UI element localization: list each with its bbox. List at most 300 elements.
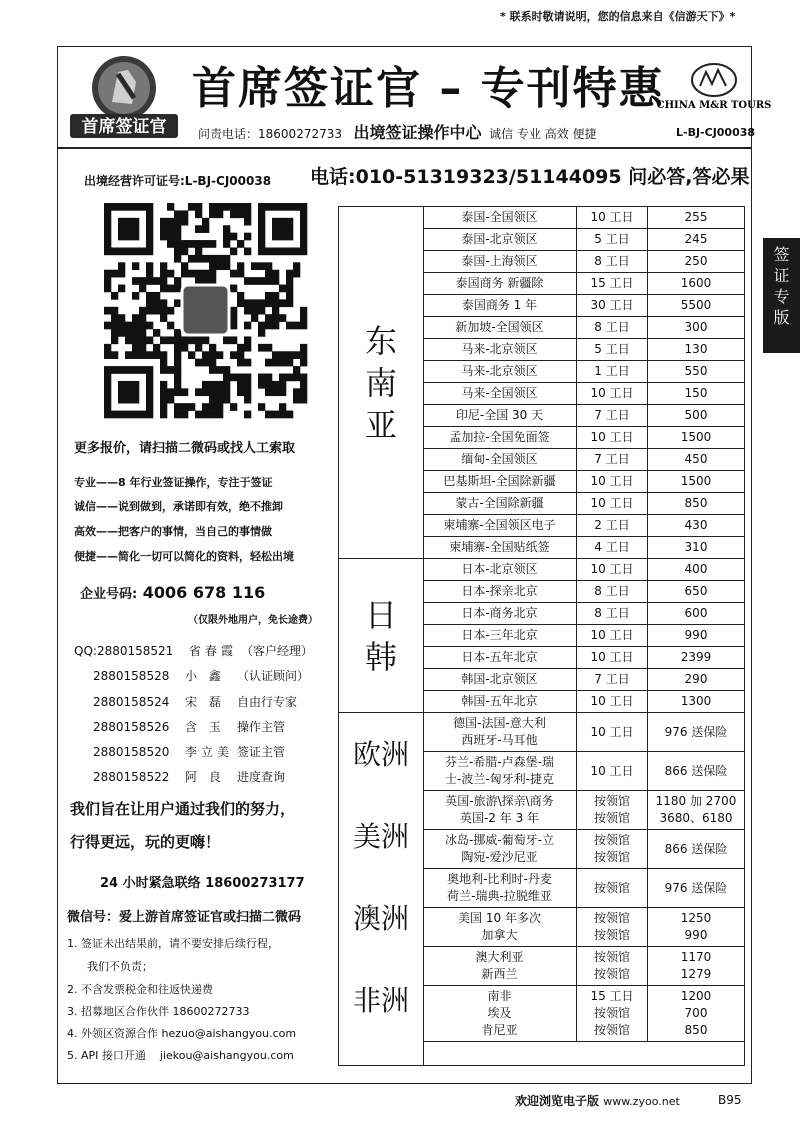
processing-time-cell-line: 按领馆 (593, 967, 630, 981)
price-cell-line: 1600 (680, 276, 712, 290)
processing-time-cell-line: 1 工日 (594, 364, 630, 378)
price-cell-line: 5500 (680, 298, 712, 312)
destination-cell-line: 柬埔寨-全国领区电子 (443, 518, 556, 532)
corp-number (80, 583, 265, 602)
price-cell (648, 691, 744, 712)
qr-center-logo (182, 285, 229, 335)
processing-time-cell (577, 515, 648, 536)
corp-note: （仅限外地用户，免长途费） (188, 615, 318, 626)
price-cell (648, 752, 744, 790)
processing-time-cell-line: 按领馆 (593, 811, 630, 825)
slogan: 便捷——简化一切可以简化的资料，轻松出境 (74, 550, 294, 563)
price-row (423, 427, 744, 449)
region-label-text: 东 (364, 321, 397, 360)
processing-time-cell (577, 427, 648, 448)
qq-role: 进度查询 (237, 770, 286, 784)
processing-time-cell (577, 207, 648, 228)
qq-name: 小 鑫 (185, 669, 225, 683)
price-table (338, 206, 745, 1066)
processing-time-cell-line: 5 工日 (594, 232, 630, 246)
region-label-text: 美洲 (352, 819, 409, 853)
processing-time-cell-line: 10 工日 (590, 386, 634, 400)
region-label (339, 713, 423, 1042)
processing-time-cell-line: 按领馆 (593, 928, 630, 942)
destination-cell (423, 339, 577, 360)
price-cell (648, 339, 744, 360)
destination-cell-line: 蒙古-全国除新疆 (455, 496, 544, 510)
processing-time-cell-line: 按领馆 (593, 833, 630, 847)
destination-cell (423, 625, 577, 646)
price-cell-line: 1170 (680, 950, 712, 964)
processing-time-cell (577, 449, 648, 470)
processing-time-cell (577, 986, 648, 1041)
price-cell (648, 603, 744, 624)
price-cell (648, 471, 744, 492)
destination-cell (423, 537, 577, 558)
price-cell (648, 361, 744, 382)
processing-time-cell-line: 按领馆 (593, 850, 630, 864)
processing-time-cell (577, 908, 648, 946)
qq-contact (93, 768, 285, 785)
destination-cell (423, 986, 577, 1041)
price-cell (648, 713, 744, 751)
mission-line: 行得更远，玩的更嗨！ (70, 833, 221, 851)
price-row (423, 537, 744, 559)
destination-cell (423, 383, 577, 404)
price-cell (648, 229, 744, 250)
region-label-text: 日 (364, 595, 397, 634)
contact-label: 问责电话： (198, 127, 259, 141)
partner-logo (656, 58, 772, 122)
price-cell-line: 1300 (680, 694, 712, 708)
source-note: * 联系时敬请说明，您的信息来自《信游天下》* (500, 10, 736, 23)
destination-cell-line: 英国-2 年 3 年 (459, 811, 540, 825)
price-row (423, 869, 744, 908)
destination-cell-line: 士-波兰-匈牙利-捷克 (445, 772, 554, 786)
price-cell-line: 450 (684, 452, 708, 466)
note-item: 2. 不含发票税金和往返快递费 (67, 983, 213, 996)
destination-cell (423, 493, 577, 514)
processing-time-cell (577, 559, 648, 580)
price-row (423, 493, 744, 515)
processing-time-cell-line: 按领馆 (593, 1023, 630, 1037)
region-label-text: 非洲 (352, 983, 409, 1017)
destination-cell (423, 713, 577, 751)
footer-url[interactable]: www.zyoo.net (603, 1095, 680, 1108)
region-label-text: 亚 (364, 405, 397, 444)
processing-time-cell-line: 8 工日 (594, 584, 630, 598)
price-cell-line: 2399 (680, 650, 712, 664)
destination-cell (423, 471, 577, 492)
destination-cell-line: 泰国商务 新疆除 (455, 276, 544, 290)
processing-time-cell-line: 5 工日 (594, 342, 630, 356)
price-cell-line: 130 (684, 342, 708, 356)
destination-cell-line: 日本-商务北京 (461, 606, 538, 620)
corp-number-value: 4006 678 116 (142, 583, 266, 602)
logo-text: 首席签证官 (81, 117, 167, 137)
price-row (423, 383, 744, 405)
price-cell (648, 383, 744, 404)
processing-time-cell (577, 603, 648, 624)
qq-contact (93, 667, 309, 684)
price-cell (648, 669, 744, 690)
processing-time-cell-line: 15 工日 (590, 989, 634, 1003)
price-row (423, 647, 744, 669)
note-item: 4. 外领区资源合作 hezuo@aishangyou.com (67, 1027, 297, 1040)
qq-name: 阿 良 (185, 770, 225, 784)
price-cell (648, 559, 744, 580)
price-cell-line: 250 (684, 254, 708, 268)
destination-cell-line: 荷兰-瑞典-拉脱维亚 (447, 889, 552, 903)
processing-time-cell (577, 947, 648, 985)
destination-cell-line: 埃及 (487, 1006, 512, 1020)
side-tab-char: 版 (773, 308, 790, 327)
price-cell-line: 1250 (680, 911, 712, 925)
price-cell-line: 430 (684, 518, 708, 532)
destination-cell-line: 日本-三年北京 (461, 628, 538, 642)
price-cell (648, 427, 744, 448)
side-tab-char: 证 (773, 266, 790, 285)
destination-cell (423, 869, 577, 907)
qq-prefix: QQ: (74, 644, 97, 658)
price-cell (648, 449, 744, 470)
destination-cell-line: 巴基斯坦-全国除新疆 (443, 474, 556, 488)
destination-cell (423, 947, 577, 985)
price-row (423, 625, 744, 647)
table-divider (423, 207, 424, 1065)
processing-time-cell-line: 10 工日 (590, 430, 634, 444)
wechat-id: 微信号：爱上游首席签证官或扫描二微码 (67, 910, 302, 925)
processing-time-cell (577, 669, 648, 690)
region-label (339, 559, 423, 713)
destination-cell (423, 559, 577, 580)
price-cell (648, 625, 744, 646)
price-cell-line: 1500 (680, 430, 712, 444)
processing-time-cell-line: 10 工日 (590, 694, 634, 708)
processing-time-cell-line: 30 工日 (590, 298, 634, 312)
price-cell (648, 869, 744, 907)
qq-contact (93, 743, 285, 760)
price-cell (648, 830, 744, 868)
destination-cell (423, 515, 577, 536)
processing-time-cell (577, 229, 648, 250)
page-number: B95 (718, 1093, 742, 1107)
processing-time-cell-line: 8 工日 (594, 320, 630, 334)
processing-time-cell (577, 581, 648, 602)
price-cell (648, 581, 744, 602)
destination-cell-line: 西班牙-马耳他 (461, 733, 538, 747)
processing-time-cell (577, 830, 648, 868)
processing-time-cell (577, 405, 648, 426)
price-cell (648, 207, 744, 228)
processing-time-cell-line: 10 工日 (590, 496, 634, 510)
qq-name: 宋 磊 (185, 695, 225, 709)
destination-cell (423, 427, 577, 448)
destination-cell-line: 陶宛-爱沙尼亚 (461, 850, 538, 864)
price-row (423, 229, 744, 251)
destination-cell-line: 泰国-北京领区 (461, 232, 538, 246)
price-row (423, 339, 744, 361)
price-cell-line: 400 (684, 562, 708, 576)
destination-cell-line: 孟加拉-全国免面签 (449, 430, 550, 444)
qq-name: 省春霞 (188, 644, 237, 658)
destination-cell (423, 669, 577, 690)
destination-cell (423, 908, 577, 946)
processing-time-cell-line: 15 工日 (590, 276, 634, 290)
price-cell-line: 255 (684, 210, 708, 224)
qq-number: 2880158520 (93, 745, 170, 759)
processing-time-cell-line: 10 工日 (590, 763, 634, 778)
destination-cell-line: 印尼-全国 30 天 (455, 408, 544, 422)
processing-time-cell (577, 383, 648, 404)
price-row (423, 273, 744, 295)
processing-time-cell-line: 10 工日 (590, 474, 634, 488)
qq-name: 含 玉 (185, 720, 225, 734)
destination-cell (423, 405, 577, 426)
qq-number: 2880158528 (93, 669, 170, 683)
price-cell-line: 990 (684, 928, 708, 942)
brand-logo (68, 52, 180, 142)
price-cell (648, 515, 744, 536)
price-row (423, 515, 744, 537)
price-cell-line: 866 送保险 (664, 841, 728, 856)
footer-text (515, 1092, 680, 1109)
processing-time-cell (577, 752, 648, 790)
destination-cell-line: 泰国-全国领区 (461, 210, 538, 224)
price-cell-line: 850 (684, 496, 708, 510)
license-code: L-BJ-CJ00038 (676, 126, 756, 139)
processing-time-cell-line: 8 工日 (594, 606, 630, 620)
price-cell-line: 150 (684, 386, 708, 400)
note-item: 1. 签证未出结果前，请不要安排后续行程， (67, 937, 279, 950)
side-tab-char: 专 (773, 287, 790, 306)
destination-cell-line: 芬兰-希腊-卢森堡-瑞 (445, 755, 554, 769)
qq-contact (74, 642, 313, 659)
qq-number: 2880158521 (96, 644, 174, 658)
destination-cell (423, 449, 577, 470)
price-cell-line: 1200 (680, 989, 712, 1003)
region-label-text: 欧洲 (352, 737, 409, 771)
phone-line: 电话:010-51319323/51144095 问必答,答必果 (310, 166, 750, 188)
destination-cell (423, 295, 577, 316)
qq-number: 2880158526 (93, 720, 170, 734)
price-cell-line: 850 (684, 1023, 708, 1037)
price-row (423, 317, 744, 339)
processing-time-cell-line: 10 工日 (590, 562, 634, 576)
processing-time-cell (577, 339, 648, 360)
price-cell-line: 550 (684, 364, 708, 378)
destination-cell-line: 柬埔寨-全国贴纸签 (449, 540, 550, 554)
price-cell (648, 251, 744, 272)
processing-time-cell (577, 625, 648, 646)
destination-cell-line: 马来-全国领区 (461, 386, 538, 400)
destination-cell (423, 273, 577, 294)
processing-time-cell-line: 按领馆 (593, 880, 630, 895)
price-cell (648, 537, 744, 558)
qq-contact (93, 718, 285, 735)
processing-time-cell-line: 7 工日 (594, 672, 630, 686)
destination-cell-line: 日本-北京领区 (461, 562, 538, 576)
price-row (423, 691, 744, 713)
price-row (423, 669, 744, 691)
price-row (423, 791, 744, 830)
price-row (423, 986, 744, 1042)
destination-cell (423, 691, 577, 712)
destination-cell (423, 752, 577, 790)
processing-time-cell-line: 按领馆 (593, 950, 630, 964)
qq-role: （客户经理） (240, 644, 313, 658)
qr-code[interactable] (104, 203, 307, 418)
destination-cell-line: 澳大利亚 (475, 950, 524, 964)
center-name: 出境签证操作中心 (353, 123, 482, 142)
page-title: 首席签证官 – 专刊特惠 (192, 63, 665, 114)
qq-contact (93, 693, 297, 710)
contact-phone: 18600272733 (258, 127, 342, 141)
price-cell (648, 647, 744, 668)
destination-cell-line: 日本-探亲北京 (461, 584, 538, 598)
price-cell (648, 986, 744, 1041)
qq-name: 李立美 (185, 745, 234, 759)
price-cell-line: 600 (684, 606, 708, 620)
price-cell-line: 310 (684, 540, 708, 554)
qq-number: 2880158522 (93, 770, 170, 784)
header-divider (57, 147, 752, 149)
processing-time-cell-line: 按领馆 (593, 911, 630, 925)
price-row (423, 559, 744, 581)
price-row (423, 207, 744, 229)
price-cell-line: 650 (684, 584, 708, 598)
contact-line (198, 120, 597, 143)
price-cell (648, 791, 744, 829)
destination-cell-line: 南非 (487, 989, 512, 1003)
processing-time-cell-line: 8 工日 (594, 254, 630, 268)
price-row (423, 295, 744, 317)
processing-time-cell-line: 7 工日 (594, 408, 630, 422)
price-row (423, 361, 744, 383)
price-cell (648, 295, 744, 316)
destination-cell-line: 韩国-五年北京 (461, 694, 538, 708)
processing-time-cell (577, 251, 648, 272)
destination-cell-line: 新加坡-全国领区 (455, 320, 544, 334)
region-label-text: 南 (364, 363, 397, 402)
destination-cell (423, 581, 577, 602)
qq-number: 2880158524 (93, 695, 170, 709)
destination-cell-line: 韩国-北京领区 (461, 672, 538, 686)
price-cell-line: 976 送保险 (664, 880, 728, 895)
processing-time-cell (577, 273, 648, 294)
slogan: 高效——把客户的事情，当自己的事情做 (74, 525, 272, 538)
price-row (423, 713, 744, 752)
side-tab (763, 238, 800, 353)
corp-label: 企业号码: (80, 587, 138, 602)
destination-cell-line: 英国-旅游\探亲\商务 (445, 794, 554, 808)
processing-time-cell (577, 295, 648, 316)
destination-cell (423, 647, 577, 668)
price-row (423, 603, 744, 625)
destination-cell (423, 251, 577, 272)
price-cell (648, 405, 744, 426)
more-prices-text: 更多报价，请扫描二微码或找人工索取 (74, 441, 296, 456)
price-cell-line: 300 (684, 320, 708, 334)
price-row (423, 471, 744, 493)
qq-role: 操作主管 (237, 720, 286, 734)
destination-cell-line: 奥地利-比利时-丹麦 (447, 872, 552, 886)
destination-cell (423, 361, 577, 382)
region-label-text: 澳洲 (352, 901, 409, 935)
license-number: 出境经营许可证号:L-BJ-CJ00038 (84, 174, 272, 188)
price-cell-line: 976 送保险 (664, 724, 728, 739)
price-cell-line: 1500 (680, 474, 712, 488)
price-cell-line: 700 (684, 1006, 708, 1020)
price-row (423, 908, 744, 947)
destination-cell (423, 317, 577, 338)
destination-cell-line: 泰国-上海领区 (461, 254, 538, 268)
destination-cell-line: 冰岛-挪威-葡萄牙-立 (445, 833, 554, 847)
price-cell (648, 317, 744, 338)
price-row (423, 581, 744, 603)
price-cell-line: 866 送保险 (664, 763, 728, 778)
destination-cell-line: 马来-北京领区 (461, 364, 538, 378)
price-row (423, 752, 744, 791)
processing-time-cell-line: 7 工日 (594, 452, 630, 466)
processing-time-cell (577, 791, 648, 829)
processing-time-cell (577, 691, 648, 712)
price-cell (648, 908, 744, 946)
processing-time-cell-line: 10 工日 (590, 650, 634, 664)
price-row (423, 405, 744, 427)
processing-time-cell (577, 471, 648, 492)
price-cell-line: 3680、6180 (659, 811, 733, 825)
destination-cell-line: 新西兰 (481, 967, 518, 981)
destination-cell-line: 肯尼亚 (481, 1023, 518, 1037)
qq-role: 自由行专家 (237, 695, 298, 709)
destination-cell (423, 830, 577, 868)
price-cell-line: 990 (684, 628, 708, 642)
price-cell-line: 1180 加 2700 (655, 794, 737, 808)
processing-time-cell-line: 10 工日 (590, 210, 634, 224)
region-label-text: 韩 (364, 637, 397, 676)
destination-cell (423, 603, 577, 624)
brand-values: 诚信 专业 高效 便捷 (489, 127, 597, 141)
destination-cell (423, 791, 577, 829)
region-label (339, 207, 423, 559)
processing-time-cell (577, 537, 648, 558)
side-tab-char: 签 (773, 245, 790, 264)
note-item: 5. API 接口开通 jiekou@aishangyou.com (67, 1049, 294, 1062)
price-row (423, 251, 744, 273)
price-cell (648, 947, 744, 985)
price-cell (648, 493, 744, 514)
processing-time-cell (577, 493, 648, 514)
processing-time-cell-line: 按领馆 (593, 1006, 630, 1020)
processing-time-cell (577, 869, 648, 907)
destination-cell-line: 日本-五年北京 (461, 650, 538, 664)
price-row (423, 449, 744, 471)
destination-cell-line: 德国-法国-意大利 (453, 716, 546, 730)
price-cell-line: 245 (684, 232, 708, 246)
processing-time-cell (577, 647, 648, 668)
price-row (423, 947, 744, 986)
destination-cell-line: 缅甸-全国领区 (461, 452, 538, 466)
processing-time-cell (577, 361, 648, 382)
processing-time-cell (577, 713, 648, 751)
price-cell-line: 1279 (680, 967, 712, 981)
destination-cell-line: 马来-北京领区 (461, 342, 538, 356)
qq-role: （认证顾问） (237, 669, 310, 683)
note-item: 我们不负责； (87, 960, 153, 973)
emergency-contact: 24 小时紧急联络 18600273177 (100, 876, 305, 891)
footer-label: 欢迎浏览电子版 (515, 1094, 600, 1108)
